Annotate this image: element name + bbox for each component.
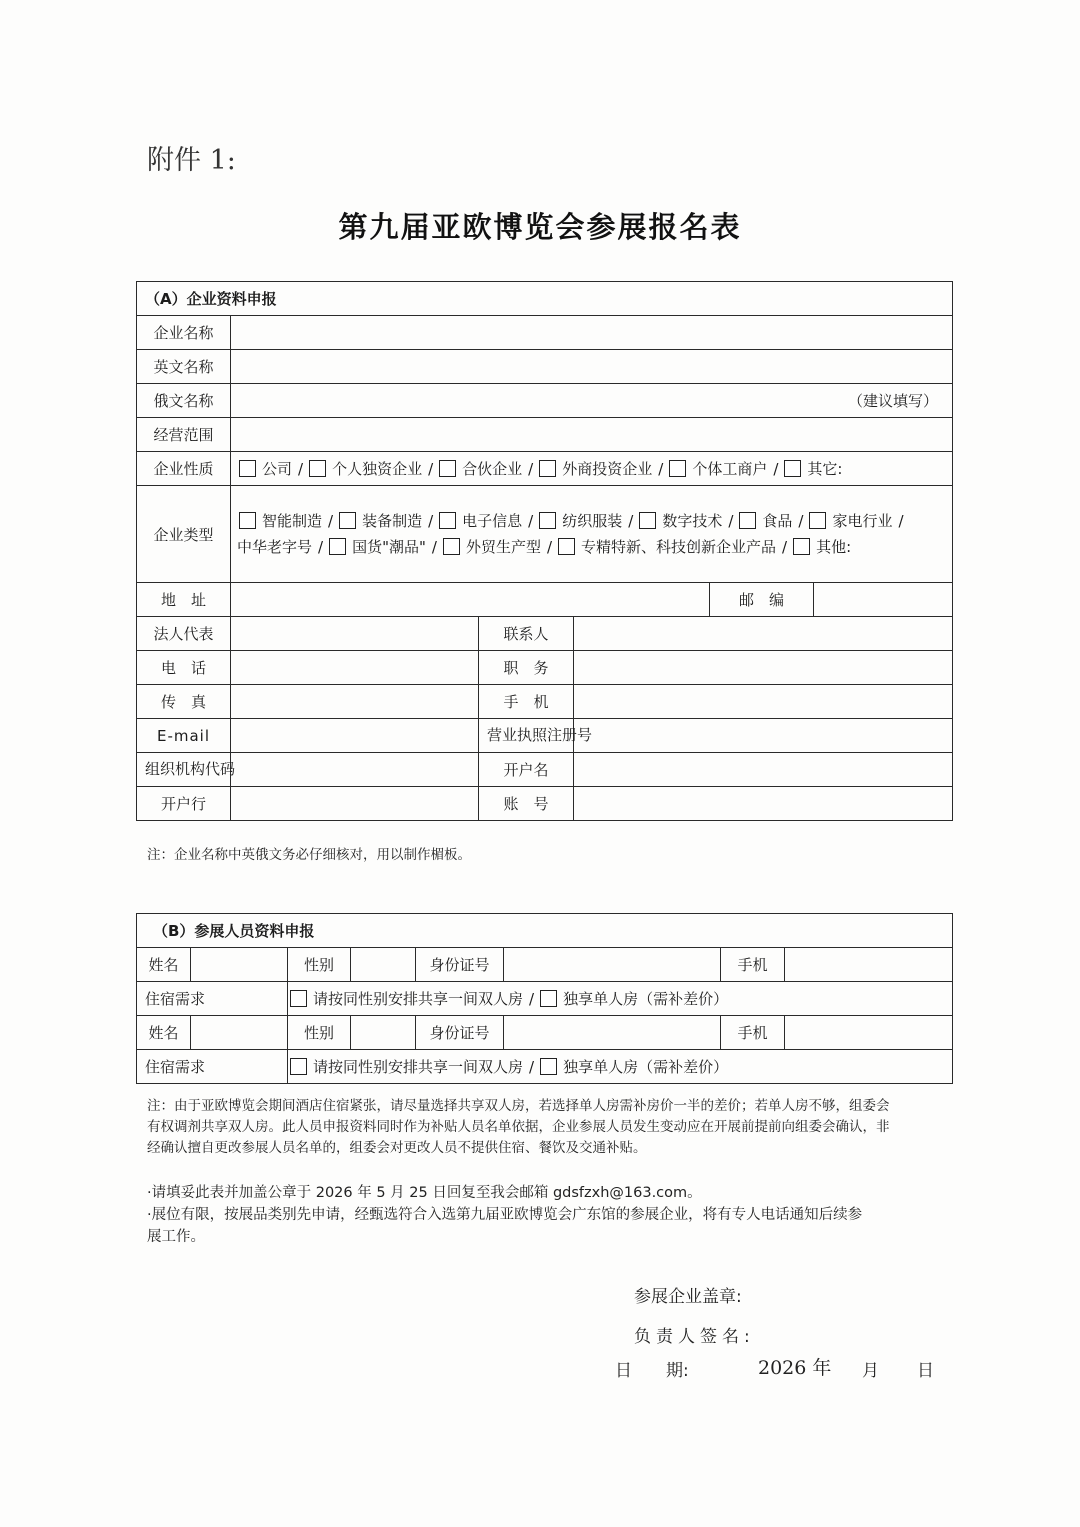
nature-option-label: 外商投资企业	[562, 460, 653, 478]
person2-gender-field[interactable]	[351, 1016, 416, 1050]
russian-name-field[interactable]	[231, 384, 953, 418]
note-line: 经确认擅自更改参展人员名单的，组委会对更改人员不提供住宿、餐饮及交通补贴。	[147, 1140, 647, 1156]
nature-checkbox-company[interactable]	[239, 460, 256, 477]
person1-shared-room-checkbox[interactable]	[290, 990, 307, 1007]
bank-field[interactable]	[231, 787, 479, 821]
type-checkbox[interactable]	[329, 538, 346, 555]
fax-field[interactable]	[231, 685, 479, 719]
type-option-label: 外贸生产型	[465, 538, 541, 556]
mobile-label: 手 机	[479, 685, 574, 719]
account-no-field[interactable]	[574, 787, 953, 821]
type-option-label: 数字技术	[662, 512, 723, 530]
date-day: 日	[917, 1361, 934, 1381]
person2-lodging-options: 请按同性别安排共享一间双人房 / 独享单人房（需补差价）	[288, 1050, 953, 1084]
date-label: 日 期:	[615, 1361, 689, 1381]
person2-id-field[interactable]	[504, 1016, 721, 1050]
nature-checkbox-other[interactable]	[784, 460, 801, 477]
type-option-label: 专精特新、科技创新企业产品	[581, 538, 777, 556]
type-checkbox[interactable]	[639, 512, 656, 529]
phone-field[interactable]	[231, 651, 479, 685]
person1-single-room-checkbox[interactable]	[540, 990, 557, 1007]
single-room-label: 独享单人房（需补差价）	[563, 990, 729, 1008]
instructions	[147, 1182, 957, 1248]
postcode-field[interactable]	[814, 583, 953, 617]
company-nature-options: 公司 / 个人独资企业 / 合伙企业 / 外商投资企业 / 个体工商户 / 其它:	[231, 452, 953, 486]
english-name-field[interactable]	[231, 350, 953, 384]
email-field[interactable]	[231, 719, 479, 753]
type-option-label: 装备制造	[362, 512, 423, 530]
shared-room-label: 请按同性别安排共享一间双人房	[313, 990, 524, 1008]
position-label: 职 务	[479, 651, 574, 685]
date-year: 2026 年	[758, 1357, 832, 1379]
email-label: E-mail	[137, 719, 231, 753]
person1-gender-field[interactable]	[351, 948, 416, 982]
contact-field[interactable]	[574, 617, 953, 651]
page-title: 第九届亚欧博览会参展报名表	[338, 210, 742, 244]
nature-checkbox-partnership[interactable]	[439, 460, 456, 477]
type-checkbox[interactable]	[793, 538, 810, 555]
business-scope-field[interactable]	[231, 418, 953, 452]
person2-gender-label: 性别	[288, 1016, 351, 1050]
person2-name-field[interactable]	[191, 1016, 288, 1050]
section-a-table	[136, 281, 953, 821]
type-checkbox[interactable]	[239, 512, 256, 529]
english-name-label: 英文名称	[137, 350, 231, 384]
person2-id-label: 身份证号	[416, 1016, 504, 1050]
company-nature-label: 企业性质	[137, 452, 231, 486]
section-b-note	[147, 1096, 957, 1159]
person1-name-label: 姓名	[137, 948, 191, 982]
type-checkbox[interactable]	[739, 512, 756, 529]
company-name-field[interactable]	[231, 316, 953, 350]
license-no-label: 营业执照注册号	[479, 719, 574, 753]
type-option-label: 中华老字号	[237, 538, 313, 556]
license-no-field[interactable]	[574, 719, 953, 753]
instruction-line: 展工作。	[147, 1229, 205, 1245]
section-a-note: 注：企业名称中英俄文务必仔细核对，用以制作楣板。	[147, 847, 471, 863]
person1-name-field[interactable]	[191, 948, 288, 982]
phone-label: 电 话	[137, 651, 231, 685]
type-option-label: 纺织服装	[562, 512, 623, 530]
nature-option-label: 其它:	[807, 460, 843, 478]
person2-single-room-checkbox[interactable]	[540, 1058, 557, 1075]
person1-id-label: 身份证号	[416, 948, 504, 982]
person2-mobile-label: 手机	[721, 1016, 785, 1050]
type-option-label: 智能制造	[262, 512, 323, 530]
org-code-field[interactable]	[231, 753, 479, 787]
type-option-label: 其他:	[816, 538, 852, 556]
russian-name-hint: （建议填写）	[848, 392, 939, 410]
attachment-label: 附件 1:	[147, 145, 236, 176]
person2-shared-room-checkbox[interactable]	[290, 1058, 307, 1075]
date-month: 月	[862, 1361, 879, 1381]
account-name-field[interactable]	[574, 753, 953, 787]
section-b-heading: （B）参展人员资料申报	[137, 914, 953, 948]
nature-checkbox-foreign[interactable]	[539, 460, 556, 477]
person2-name-label: 姓名	[137, 1016, 191, 1050]
type-option-label: 食品	[762, 512, 793, 530]
company-type-options: 智能制造 / 装备制造 / 电子信息 / 纺织服装 / 数字技术 / 食品 / 家电行业 / 中华老字号 / 国货"潮品" / 外贸生产型 / 专精特新、科技创新企业产品 / 其他:	[231, 486, 953, 583]
contact-label: 联系人	[479, 617, 574, 651]
instruction-line: ·请填妥此表并加盖公章于 2026 年 5 月 25 日回复至我会邮箱 gdsfzxh@163.com。	[147, 1185, 702, 1201]
single-room-label: 独享单人房（需补差价）	[563, 1058, 729, 1076]
note-line: 有权调剂共享双人房。此人员申报资料同时作为补贴人员名单依据，企业参展人员发生变动应在开展前提前向组委会确认，非	[147, 1119, 890, 1135]
nature-checkbox-individual[interactable]	[669, 460, 686, 477]
type-option-label: 国货"潮品"	[352, 538, 426, 556]
legal-rep-field[interactable]	[231, 617, 479, 651]
nature-option-label: 合伙企业	[462, 460, 523, 478]
address-label: 地 址	[137, 583, 231, 617]
person1-mobile-field[interactable]	[785, 948, 953, 982]
type-checkbox[interactable]	[339, 512, 356, 529]
note-line: 注：由于亚欧博览会期间酒店住宿紧张，请尽量选择共享双人房，若选择单人房需补房价一半的差价；若单人房不够，组委会	[147, 1098, 890, 1114]
company-type-label: 企业类型	[137, 486, 231, 583]
shared-room-label: 请按同性别安排共享一间双人房	[313, 1058, 524, 1076]
russian-name-label: 俄文名称	[137, 384, 231, 418]
postcode-label: 邮 编	[710, 583, 814, 617]
type-option-label: 家电行业	[832, 512, 893, 530]
nature-checkbox-sole[interactable]	[309, 460, 326, 477]
person1-lodging-label: 住宿需求	[137, 982, 288, 1016]
type-checkbox[interactable]	[443, 538, 460, 555]
legal-rep-label: 法人代表	[137, 617, 231, 651]
signer-label: 负责人签名:	[634, 1327, 755, 1347]
business-scope-label: 经营范围	[137, 418, 231, 452]
org-code-label: 组织机构代码	[137, 753, 231, 787]
person1-lodging-options: 请按同性别安排共享一间双人房 / 独享单人房（需补差价）	[288, 982, 953, 1016]
nature-option-label: 个体工商户	[692, 460, 768, 478]
fax-label: 传 真	[137, 685, 231, 719]
person1-gender-label: 性别	[288, 948, 351, 982]
person1-mobile-label: 手机	[721, 948, 785, 982]
position-field[interactable]	[574, 651, 953, 685]
nature-option-label: 个人独资企业	[332, 460, 423, 478]
type-checkbox[interactable]	[558, 538, 575, 555]
company-name-label: 企业名称	[137, 316, 231, 350]
section-b-table	[136, 913, 953, 1084]
seal-label: 参展企业盖章:	[634, 1287, 742, 1307]
person1-id-field[interactable]	[504, 948, 721, 982]
type-checkbox[interactable]	[439, 512, 456, 529]
type-option-label: 电子信息	[462, 512, 523, 530]
nature-option-label: 公司	[262, 460, 293, 478]
mobile-field[interactable]	[574, 685, 953, 719]
instruction-line: ·展位有限，按展品类别先申请，经甄选符合入选第九届亚欧博览会广东馆的参展企业，将有专人电话通知后续参	[147, 1207, 863, 1223]
type-checkbox[interactable]	[539, 512, 556, 529]
address-field[interactable]	[231, 583, 710, 617]
person2-mobile-field[interactable]	[785, 1016, 953, 1050]
bank-label: 开户行	[137, 787, 231, 821]
person2-lodging-label: 住宿需求	[137, 1050, 288, 1084]
section-a-heading: （A）企业资料申报	[137, 282, 953, 316]
type-checkbox[interactable]	[809, 512, 826, 529]
account-name-label: 开户名	[479, 753, 574, 787]
account-no-label: 账 号	[479, 787, 574, 821]
